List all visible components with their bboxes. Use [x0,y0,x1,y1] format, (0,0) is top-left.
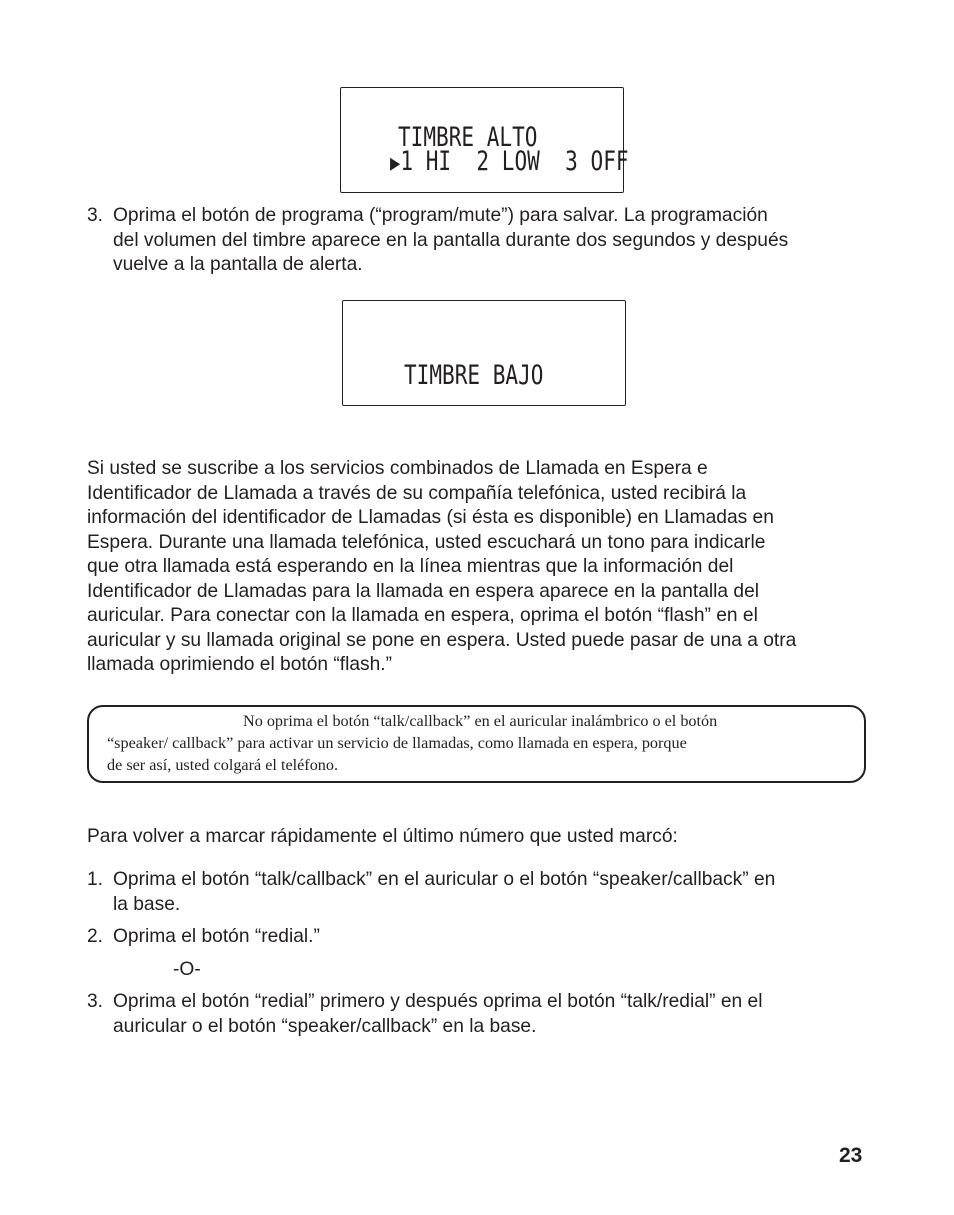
step-number: 3. [87,991,104,1012]
lcd-line-2-text: 1 HI 2 LOW 3 OFF [400,146,629,177]
step-text-line: Oprima el botón “redial” primero y después oprima el botón “talk/redial” en el [113,991,763,1012]
lcd-line-1: TIMBRE ALTO [398,122,538,153]
page-number: 23 [839,1144,863,1167]
lcd-display-ringer-high [340,87,629,193]
step-text-line: del volumen del timbre aparece en la pantalla durante dos segundos y después [113,229,789,251]
redial-intro: Para volver a marcar rápidamente el último número que usted marcó: [87,826,678,847]
paragraph-line: Espera. Durante una llamada telefónica, usted escuchará un tono para indicarle [87,531,766,553]
step-number: 1. [87,869,104,890]
step-text-line: auricular o el botón “speaker/callback” en la base. [113,1015,537,1037]
step-text-line: vuelve a la pantalla de alerta. [113,254,363,275]
note-line: de ser así, usted colgará el teléfono. [107,756,339,774]
step-text-line: Oprima el botón de programa (“program/mute”) para salvar. La programación [113,205,768,226]
or-separator: -O- [173,959,201,980]
step-text-line: la base. [113,893,181,915]
arrow-icon: ▶ [390,151,401,176]
paragraph-line: llamada oprimiendo el botón “flash.” [87,654,393,675]
paragraph-line: auricular y su llamada original se pone en espera. Usted puede pasar de una a otra [87,629,797,651]
paragraph-line: que otra llamada está esperando en la línea mientras que la información del [87,556,734,577]
paragraph-line: Si usted se suscribe a los servicios combinados de Llamada en Espera e [87,458,708,479]
step-number: 2. [87,926,104,947]
note-line: “speaker/ callback” para activar un servicio de llamadas, como llamada en espera, porque [107,734,687,752]
paragraph-line: auricular. Para conectar con la llamada en espera, oprima el botón “flash” en el [87,605,758,626]
lcd-line-2 [390,148,629,177]
note-line: No oprima el botón “talk/callback” en el auricular inalámbrico o el botón [243,712,718,730]
paragraph-line: información del identificador de Llamadas (si ésta es disponible) en Llamadas en [87,507,774,528]
step-number: 3. [87,205,104,226]
paragraph-line: Identificador de Llamada a través de su compañía telefónica, usted recibirá la [87,482,747,504]
paragraph-line: Identificador de Llamadas para la llamada en espera aparece en la pantalla del [87,580,760,602]
step-text-line: Oprima el botón “redial.” [113,926,320,947]
lcd-display-ringer-low [342,300,626,406]
lcd-line-1: TIMBRE BAJO [404,360,544,391]
step-text-line: Oprima el botón “talk/callback” en el auricular o el botón “speaker/callback” en [113,869,776,890]
